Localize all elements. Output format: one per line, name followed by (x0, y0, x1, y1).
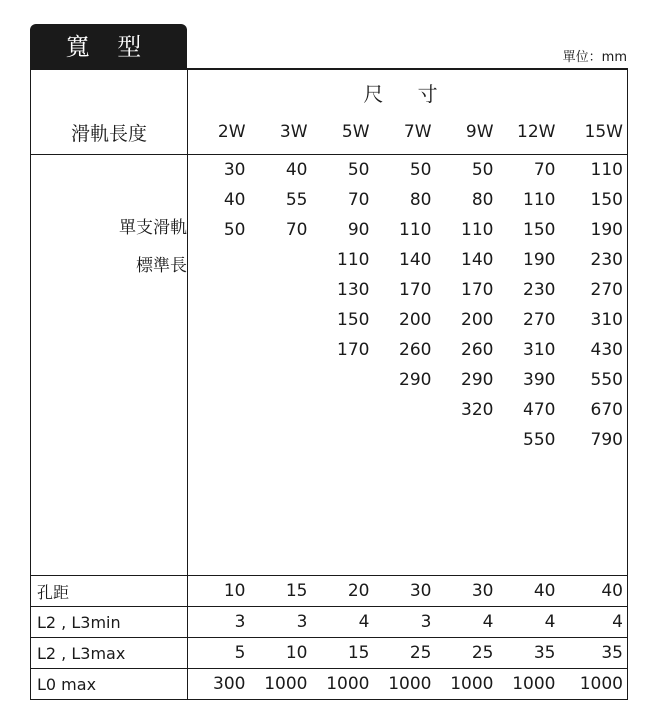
table-cell: 170 (399, 280, 432, 300)
table-cell (560, 515, 628, 545)
table-cell: 300 (188, 669, 250, 700)
table-cell (560, 455, 628, 485)
table-cell (498, 485, 560, 515)
table-cell: 200 (461, 310, 494, 330)
table-cell: 150 (590, 190, 623, 210)
col-header: 5W (341, 122, 370, 142)
spec-row (31, 607, 628, 638)
table-cell: 260 (399, 340, 432, 360)
table-cell: 50 (436, 155, 498, 186)
table-cell: 90 (347, 220, 370, 240)
table-cell: 25 (436, 638, 498, 669)
table-cell: 3 (250, 607, 312, 638)
table-cell (312, 485, 374, 515)
spec-row (31, 576, 628, 607)
table-cell (250, 275, 312, 305)
table-cell: 40 (223, 190, 246, 210)
table-cell: 270 (590, 280, 623, 300)
table-cell: 10 (188, 576, 250, 607)
table-cell: 25 (374, 638, 436, 669)
table-cell: 270 (523, 310, 556, 330)
table-cell: 110 (399, 220, 432, 240)
table-cell (312, 395, 374, 425)
spec-row-label: L0 max (31, 669, 188, 700)
table-cell: 260 (461, 340, 494, 360)
table-cell: 3 (374, 607, 436, 638)
table-cell (250, 335, 312, 365)
table-cell: 130 (337, 280, 370, 300)
standard-label-line2: 標準長 (136, 256, 187, 276)
standard-label-line1: 單支滑軌 (119, 218, 187, 238)
table-cell: 1000 (498, 669, 560, 700)
width-type-tab: 寬 型 (30, 24, 187, 68)
table-cell (250, 245, 312, 275)
table-cell: 320 (461, 400, 494, 420)
spec-row-label: L2 , L3min (31, 607, 188, 638)
table-cell: 150 (337, 310, 370, 330)
table-cell: 20 (312, 576, 374, 607)
table-cell: 4 (498, 607, 560, 638)
spec-row-label: 孔距 (31, 576, 188, 607)
table-cell: 390 (523, 370, 556, 390)
table-cell: 40 (250, 155, 312, 186)
table-cell: 110 (461, 220, 494, 240)
col-header: 7W (403, 122, 432, 142)
table-cell (312, 545, 374, 576)
table-cell: 1000 (312, 669, 374, 700)
table-cell: 3 (188, 607, 250, 638)
table-cell: 230 (523, 280, 556, 300)
table-cell: 140 (461, 250, 494, 270)
standard-length-row (31, 155, 628, 186)
table-cell (188, 365, 250, 395)
table-cell: 1000 (250, 669, 312, 700)
table-cell: 190 (590, 220, 623, 240)
table-cell: 110 (337, 250, 370, 270)
table-cell: 35 (560, 638, 628, 669)
table-cell: 4 (312, 607, 374, 638)
table-cell: 30 (436, 576, 498, 607)
col-header: 15W (584, 122, 623, 142)
table-cell: 55 (285, 190, 308, 210)
table-cell (188, 485, 250, 515)
table-cell: 790 (590, 430, 623, 450)
table-cell (188, 545, 250, 576)
table-cell (250, 365, 312, 395)
table-cell (188, 425, 250, 455)
table-cell (188, 305, 250, 335)
table-cell (374, 485, 436, 515)
table-cell (498, 515, 560, 545)
table-cell: 470 (523, 400, 556, 420)
table-cell (188, 395, 250, 425)
table-cell (250, 395, 312, 425)
table-cell: 5 (188, 638, 250, 669)
table-cell (436, 425, 498, 455)
table-cell: 670 (590, 400, 623, 420)
table-cell: 290 (399, 370, 432, 390)
table-cell (374, 455, 436, 485)
table-cell: 310 (590, 310, 623, 330)
table-cell: 1000 (436, 669, 498, 700)
table-cell: 40 (498, 576, 560, 607)
spec-row-label: L2 , L3max (31, 638, 188, 669)
table-cell (436, 485, 498, 515)
table-cell: 80 (471, 190, 494, 210)
table-cell: 80 (409, 190, 432, 210)
table-cell: 1000 (374, 669, 436, 700)
table-cell (188, 515, 250, 545)
table-cell (312, 425, 374, 455)
length-header: 滑軌長度 (31, 110, 188, 155)
table-cell (436, 455, 498, 485)
col-header: 3W (279, 122, 308, 142)
table-cell (436, 545, 498, 576)
table-cell: 140 (399, 250, 432, 270)
table-cell (560, 485, 628, 515)
table-cell: 30 (374, 576, 436, 607)
table-cell (312, 515, 374, 545)
table-cell: 30 (188, 155, 250, 186)
table-cell (498, 455, 560, 485)
table-cell: 15 (250, 576, 312, 607)
table-cell: 110 (523, 190, 556, 210)
col-header: 2W (217, 122, 246, 142)
corner-cell (31, 69, 188, 110)
table-cell (374, 515, 436, 545)
size-title: 尺 寸 (188, 69, 628, 110)
table-cell: 10 (250, 638, 312, 669)
table-cell: 4 (436, 607, 498, 638)
table-cell: 70 (347, 190, 370, 210)
table-cell: 50 (374, 155, 436, 186)
table-cell: 200 (399, 310, 432, 330)
table-cell: 70 (498, 155, 560, 186)
table-cell: 170 (461, 280, 494, 300)
table-cell (250, 455, 312, 485)
table-cell (250, 515, 312, 545)
table-cell (312, 365, 374, 395)
table-cell: 290 (461, 370, 494, 390)
table-cell: 40 (560, 576, 628, 607)
col-header: 12W (517, 122, 556, 142)
col-header: 9W (465, 122, 494, 142)
table-cell (250, 545, 312, 576)
table-cell (188, 455, 250, 485)
table-cell: 70 (285, 220, 308, 240)
table-cell: 230 (590, 250, 623, 270)
table-cell (188, 335, 250, 365)
table-cell: 1000 (560, 669, 628, 700)
table-cell: 110 (560, 155, 628, 186)
table-cell: 550 (523, 430, 556, 450)
standard-length-label (31, 155, 188, 576)
table-cell (312, 455, 374, 485)
table-cell: 430 (590, 340, 623, 360)
table-cell: 50 (312, 155, 374, 186)
spec-row (31, 669, 628, 700)
unit-label: 單位：mm (562, 50, 627, 65)
spec-row (31, 638, 628, 669)
table-cell (250, 485, 312, 515)
table-cell (250, 305, 312, 335)
table-cell (498, 545, 560, 576)
table-cell: 550 (590, 370, 623, 390)
table-cell (374, 545, 436, 576)
table-cell: 150 (523, 220, 556, 240)
rail-spec-table (30, 68, 628, 700)
table-cell: 15 (312, 638, 374, 669)
table-cell (374, 425, 436, 455)
table-cell (560, 545, 628, 576)
table-cell (250, 425, 312, 455)
table-cell (436, 515, 498, 545)
table-cell: 35 (498, 638, 560, 669)
table-cell (188, 245, 250, 275)
table-cell: 50 (223, 220, 246, 240)
table-cell (374, 395, 436, 425)
table-cell: 170 (337, 340, 370, 360)
table-cell: 190 (523, 250, 556, 270)
table-cell (188, 275, 250, 305)
table-cell: 4 (560, 607, 628, 638)
table-cell: 310 (523, 340, 556, 360)
